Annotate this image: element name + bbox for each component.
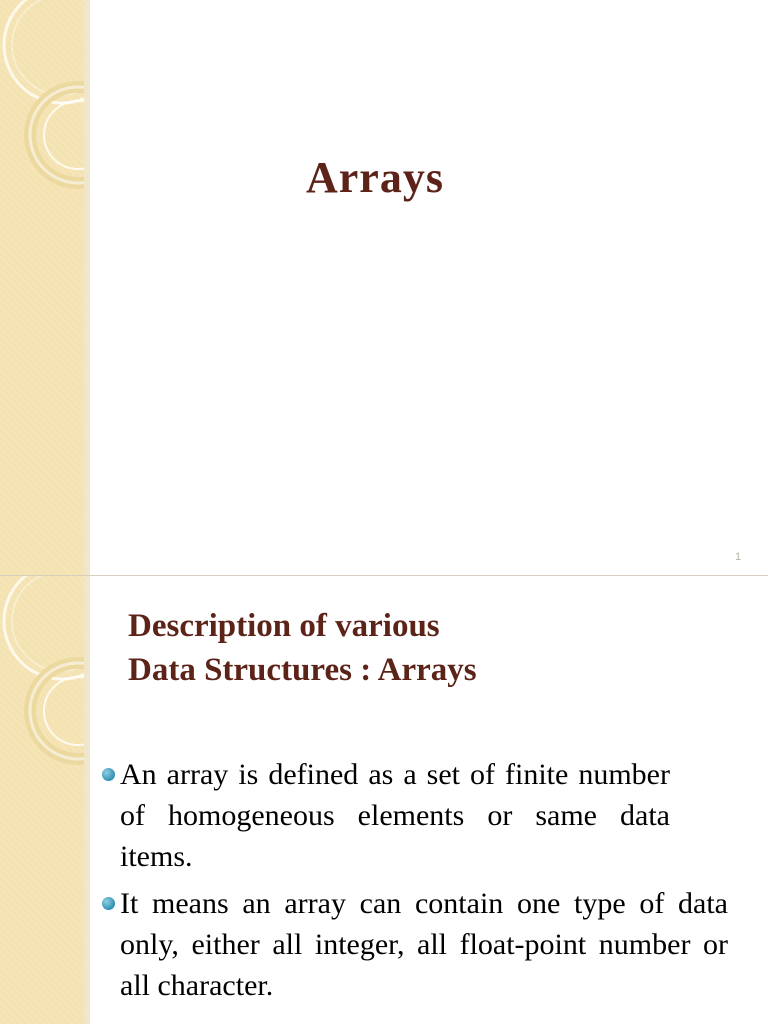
bullet-icon (102, 768, 115, 781)
slide-title: Arrays (306, 153, 444, 202)
decorative-rings-graphic (0, 576, 84, 1024)
bullet-text: It means an array can contain one type of data only, either all integer, all float-point number or all character. (120, 887, 728, 1002)
slide-heading (128, 604, 477, 692)
bullet-list (102, 754, 728, 1012)
decorative-sidebar (0, 0, 90, 576)
heading-line-2: Data Structures : Arrays (128, 652, 477, 688)
bullet-text: An array is defined as a set of finite number of homogeneous elements or same data items. (120, 758, 670, 873)
heading-line-1: Description of various (128, 608, 440, 644)
slide-2 (0, 576, 768, 1024)
list-item (102, 883, 728, 1006)
bullet-icon (102, 897, 115, 910)
decorative-sidebar (0, 576, 90, 1024)
list-item (102, 754, 670, 877)
decorative-rings-graphic (0, 0, 84, 576)
slide-number: 1 (735, 551, 742, 563)
